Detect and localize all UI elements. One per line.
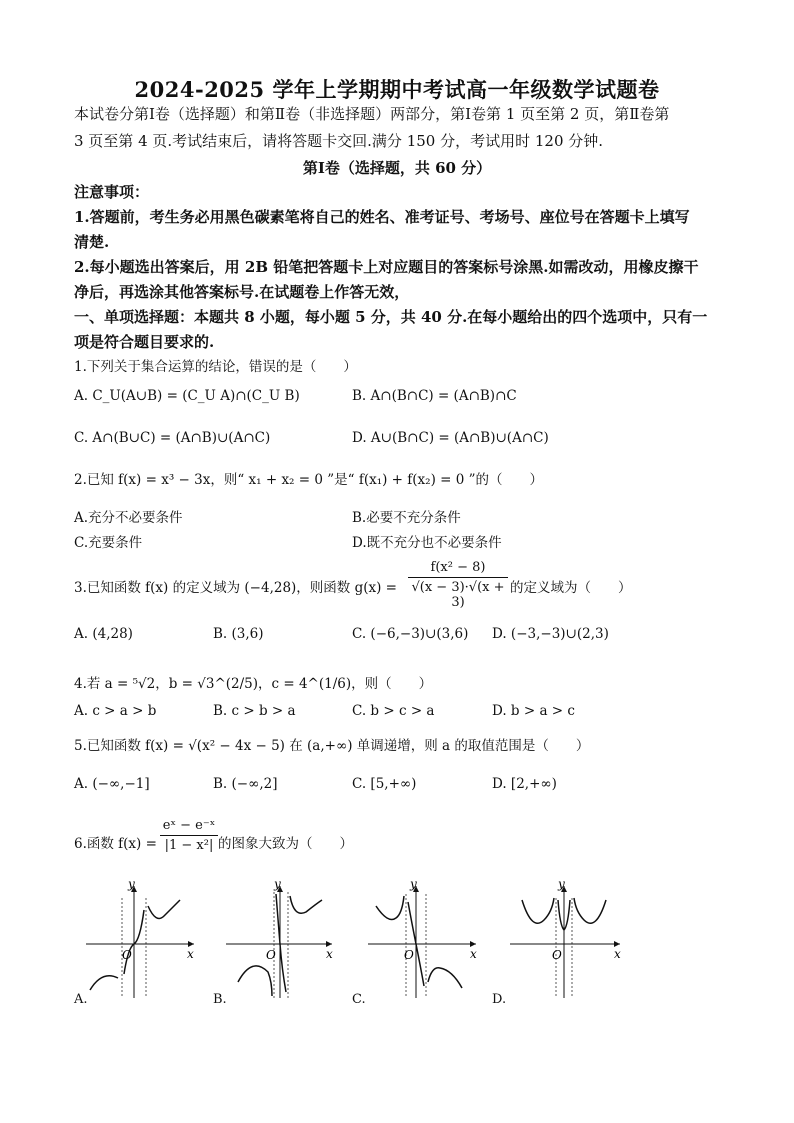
q2-stem: 2.已知 f(x) = x³ − 3x，则“ x₁ + x₂ = 0 ”是“ f(x₁) + f(x₂) = 0 ”的（ ）	[74, 472, 544, 488]
q6-graph-c-x-label: x	[470, 947, 477, 961]
q6-graph-d-origin-label: O	[552, 948, 562, 962]
q6-option-c: C.	[352, 992, 366, 1007]
q3-fraction	[408, 560, 508, 610]
q3-fraction-denominator: √(x − 3)·√(x + 3)	[411, 580, 505, 610]
q6-stem-a: 6.函数 f(x) =	[74, 836, 157, 852]
q3-stem-b: 的定义域为（ ）	[510, 580, 632, 596]
q6-graph-d-y-label: y	[558, 878, 565, 891]
note-2-line-1: 2.每小题选出答案后，用 2B 铅笔把答题卡上对应题目的答案标号涂黑.如需改动，用橡皮擦干	[74, 258, 699, 276]
section-header: 第Ⅰ卷（选择题，共 60 分）	[302, 159, 492, 177]
q4-option-b: B. c > b > a	[213, 703, 296, 719]
exam-title: 2024-2025 学年上学期期中考试高一年级数学试题卷	[134, 77, 660, 102]
q6-fraction	[160, 818, 218, 853]
q6-graph-a-x-label: x	[187, 947, 194, 961]
q5-option-b: B. (−∞,2]	[213, 776, 278, 792]
q6-graph-c-origin-label: O	[404, 948, 414, 962]
q6-stem-b: 的图象大致为（ ）	[218, 836, 353, 852]
part1-line-1: 一、单项选择题：本题共 8 小题，每小题 5 分，共 40 分.在每小题给出的四个选项中，只有一	[74, 308, 708, 326]
q2-option-a: A.充分不必要条件	[74, 510, 183, 526]
q6-graph-a	[84, 878, 204, 1003]
q6-graph-a-origin-label: O	[122, 948, 132, 962]
q6-graph-d	[508, 878, 628, 1003]
q6-graph-b	[224, 878, 344, 1003]
q6-graph-c	[366, 878, 486, 1003]
q6-fraction-numerator: eˣ − e⁻ˣ	[160, 818, 218, 836]
q2-option-b: B.必要不充分条件	[352, 510, 461, 526]
q5-option-c: C. [5,+∞)	[352, 776, 417, 792]
q3-stem-a: 3.已知函数 f(x) 的定义域为 (−4,28)，则函数 g(x) =	[74, 580, 397, 596]
q3-fraction-numerator: f(x² − 8)	[408, 560, 508, 578]
q1-option-a: A. C_U(A∪B) = (C_U A)∩(C_U B)	[74, 388, 300, 404]
notes-title: 注意事项：	[74, 183, 150, 201]
q4-option-d: D. b > a > c	[492, 703, 575, 719]
q6-graph-d-x-label: x	[614, 947, 621, 961]
q5-option-a: A. (−∞,−1]	[74, 776, 150, 792]
q3-option-b: B. (3,6)	[213, 626, 264, 642]
intro-line-1: 本试卷分第Ⅰ卷（选择题）和第Ⅱ卷（非选择题）两部分，第Ⅰ卷第 1 页至第 2 页，第Ⅱ卷第	[74, 105, 670, 123]
q5-option-d: D. [2,+∞)	[492, 776, 557, 792]
note-1-line-2: 清楚.	[74, 233, 110, 251]
q6-graph-b-x-label: x	[326, 947, 333, 961]
q1-option-d: D. A∪(B∩C) = (A∩B)∪(A∩C)	[352, 430, 549, 446]
q1-stem: 1.下列关于集合运算的结论，错误的是（ ）	[74, 359, 357, 375]
q2-option-c: C.充要条件	[74, 535, 143, 551]
q1-option-c: C. A∩(B∪C) = (A∩B)∪(A∩C)	[74, 430, 271, 446]
q3-option-d: D. (−3,−3)∪(2,3)	[492, 626, 609, 642]
q3-option-a: A. (4,28)	[74, 626, 133, 642]
q4-stem: 4.若 a = ⁵√2，b = √3^(2/5)，c = 4^(1/6)，则（ ）	[74, 676, 433, 692]
intro-line-2: 3 页至第 4 页.考试结束后，请将答题卡交回.满分 150 分，考试用时 120 分钟.	[74, 132, 604, 150]
q6-fraction-denominator: |1 − x²|	[164, 838, 214, 853]
q6-option-a: A.	[74, 992, 88, 1007]
part1-line-2: 项是符合题目要求的.	[74, 333, 215, 351]
q6-graph-b-origin-label: O	[266, 948, 276, 962]
q6-option-b: B.	[213, 992, 227, 1007]
q5-stem: 5.已知函数 f(x) = √(x² − 4x − 5) 在 (a,+∞) 单调递增，则 a 的取值范围是（ ）	[74, 738, 590, 754]
q4-option-c: C. b > c > a	[352, 703, 435, 719]
q6-option-d: D.	[492, 992, 507, 1007]
q4-option-a: A. c > a > b	[74, 703, 157, 719]
q6-graph-a-y-label: y	[128, 878, 135, 891]
note-2-line-2: 净后，再选涂其他答案标号.在试题卷上作答无效，	[74, 283, 410, 301]
q6-graph-b-y-label: y	[274, 878, 281, 891]
q2-option-d: D.既不充分也不必要条件	[352, 535, 502, 551]
q3-option-c: C. (−6,−3)∪(3,6)	[352, 626, 469, 642]
note-1-line-1: 1.答题前，考生务必用黑色碳素笔将自己的姓名、准考证号、考场号、座位号在答题卡上填写	[74, 208, 690, 226]
q1-option-b: B. A∩(B∩C) = (A∩B)∩C	[352, 388, 517, 404]
q6-graph-c-y-label: y	[410, 878, 417, 891]
